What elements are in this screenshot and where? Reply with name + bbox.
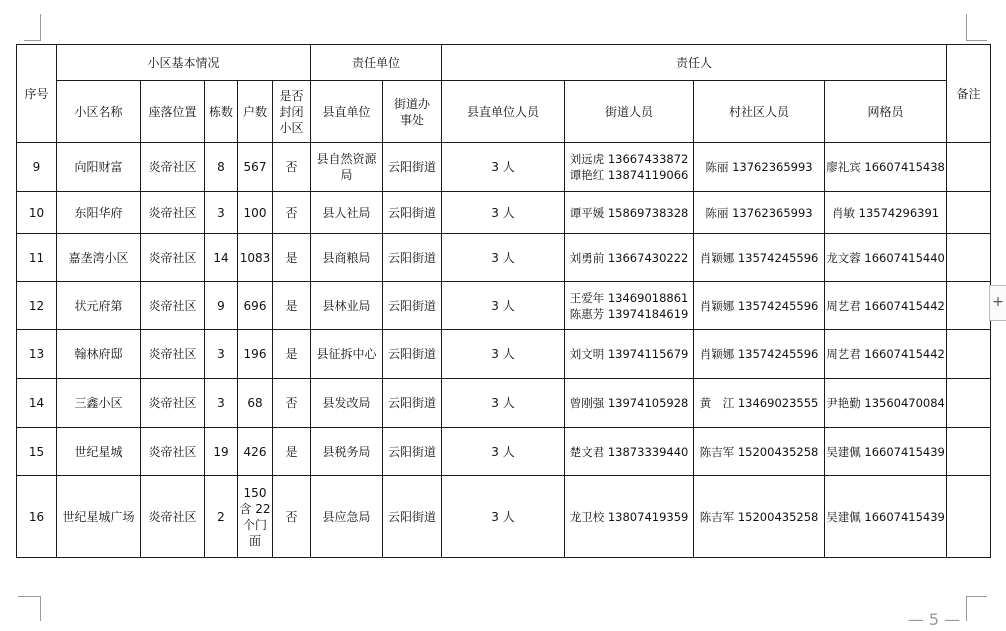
- cell-county-staff: 3 人: [442, 428, 565, 476]
- cell-street-staff: [565, 330, 694, 379]
- cell-street-staff-line: 陈惠芳 13974184619: [569, 306, 689, 321]
- cell-households: [238, 143, 273, 192]
- cell-households-line: 1083: [239, 250, 271, 265]
- cell-name: 世纪星城广场: [57, 476, 141, 558]
- cell-buildings: 14: [205, 234, 238, 282]
- cell-community-staff: 肖颖娜 13574245596: [694, 234, 825, 282]
- cell-households-line: 68: [247, 396, 263, 410]
- cell-remark: [947, 234, 991, 282]
- cell-remark: [947, 330, 991, 379]
- cell-grid-member: 廖礼宾 16607415438: [825, 143, 947, 192]
- cell-closed: 否: [273, 143, 311, 192]
- cell-street-staff: [565, 428, 694, 476]
- header-buildings: 栋数: [205, 81, 238, 143]
- cell-street-staff: [565, 476, 694, 558]
- header-name: 小区名称: [57, 81, 141, 143]
- cell-buildings: 9: [205, 282, 238, 330]
- cell-households-line: 426: [243, 444, 267, 459]
- cell-seq: 10: [17, 192, 57, 234]
- header-closed-line: 封闭: [279, 104, 304, 119]
- header-closed: [273, 81, 311, 143]
- cell-buildings: 3: [205, 379, 238, 428]
- cell-grid-member: 吴建佩 16607415439: [825, 428, 947, 476]
- crop-mark-bottom-left: [18, 596, 41, 621]
- cell-households-line: 含 22: [239, 501, 271, 516]
- cell-remark: [947, 379, 991, 428]
- cell-county-staff: 3 人: [442, 282, 565, 330]
- cell-community-staff: 肖颖娜 13574245596: [694, 330, 825, 379]
- cell-county-unit-line: 县应急局: [322, 509, 371, 524]
- cell-name: 状元府第: [57, 282, 141, 330]
- cell-seq: 12: [17, 282, 57, 330]
- cell-community-staff: 陈吉军 15200435258: [694, 428, 825, 476]
- cell-street-staff-line: 刘文明 13974115679: [569, 347, 689, 361]
- cell-street-office: 云阳街道: [383, 428, 442, 476]
- cell-county-unit-line: 县林业局: [322, 298, 371, 313]
- cell-location: 炎帝社区: [141, 428, 205, 476]
- header-county-unit: 县直单位: [311, 81, 383, 143]
- cell-county-staff: 3 人: [442, 330, 565, 379]
- cell-households-line: 面: [248, 533, 261, 548]
- crop-mark-bottom-right: [966, 596, 987, 621]
- cell-street-staff: [565, 192, 694, 234]
- cell-grid-member: 尹艳勤 13560470084: [825, 379, 947, 428]
- header-closed-line: 是否: [279, 88, 304, 103]
- cell-closed: 是: [273, 234, 311, 282]
- cell-location: 炎帝社区: [141, 234, 205, 282]
- cell-county-unit-line: 县征拆中心: [316, 347, 377, 361]
- header-remark: 备注: [947, 45, 991, 143]
- cell-community-staff: 肖颖娜 13574245596: [694, 282, 825, 330]
- cell-street-office: 云阳街道: [383, 476, 442, 558]
- cell-county-unit: [311, 234, 383, 282]
- header-grid-member: 网格员: [825, 81, 947, 143]
- cell-street-staff: [565, 234, 694, 282]
- cell-remark: [947, 476, 991, 558]
- page-number: — 5 —: [907, 610, 961, 629]
- cell-buildings: 8: [205, 143, 238, 192]
- cell-street-staff-line: 刘远虎 13667433872: [569, 152, 689, 166]
- expand-panel-button[interactable]: +: [989, 285, 1006, 321]
- header-street-office: [383, 81, 442, 143]
- cell-county-unit-line: 局: [340, 168, 353, 182]
- cell-county-staff: 3 人: [442, 379, 565, 428]
- cell-street-office: 云阳街道: [383, 143, 442, 192]
- cell-county-unit: [311, 330, 383, 379]
- cell-seq: 15: [17, 428, 57, 476]
- cell-street-staff-line: 龙卫校 13807419359: [569, 509, 689, 524]
- cell-county-unit: [311, 143, 383, 192]
- header-closed-line: 小区: [279, 120, 304, 135]
- cell-seq: 13: [17, 330, 57, 379]
- cell-grid-member: 吴建佩 16607415439: [825, 476, 947, 558]
- table-row: [17, 282, 991, 330]
- cell-households: [238, 428, 273, 476]
- cell-street-staff-line: 楚文君 13873339440: [569, 444, 689, 459]
- cell-county-unit-line: 县人社局: [322, 205, 371, 220]
- community-responsibility-table: [16, 44, 991, 558]
- header-street-office-line: 街道办: [394, 96, 431, 111]
- header-community-staff: 村社区人员: [694, 81, 825, 143]
- cell-households: [238, 476, 273, 558]
- table-row: [17, 379, 991, 428]
- cell-seq: 9: [17, 143, 57, 192]
- cell-street-staff: [565, 282, 694, 330]
- header-households-line: 户数: [242, 104, 267, 119]
- cell-county-staff: 3 人: [442, 234, 565, 282]
- cell-street-staff: [565, 379, 694, 428]
- cell-households: [238, 192, 273, 234]
- cell-grid-member: 龙文蓉 16607415440: [825, 234, 947, 282]
- cell-county-unit: [311, 428, 383, 476]
- header-group-basic: 小区基本情况: [57, 45, 311, 81]
- cell-street-staff: [565, 143, 694, 192]
- cell-households-line: 个门: [242, 517, 267, 532]
- cell-community-staff: 陈吉军 15200435258: [694, 476, 825, 558]
- crop-mark-top-left: [24, 14, 41, 41]
- cell-street-office: 云阳街道: [383, 234, 442, 282]
- cell-seq: 14: [17, 379, 57, 428]
- cell-closed: 是: [273, 428, 311, 476]
- cell-grid-member: 周艺君 16607415442: [825, 330, 947, 379]
- cell-location: 炎帝社区: [141, 192, 205, 234]
- cell-closed: 否: [273, 476, 311, 558]
- cell-households-line: 696: [243, 298, 267, 313]
- cell-street-staff-line: 谭平媛 15869738328: [569, 205, 689, 220]
- table-row: [17, 428, 991, 476]
- cell-street-staff-line: 刘勇前 13667430222: [569, 250, 689, 265]
- cell-households: [238, 379, 273, 428]
- table-row: [17, 234, 991, 282]
- table-row: [17, 476, 991, 558]
- cell-county-unit: [311, 476, 383, 558]
- table-row: [17, 143, 991, 192]
- cell-community-staff: 黄 江 13469023555: [694, 379, 825, 428]
- cell-community-staff: 陈丽 13762365993: [694, 143, 825, 192]
- cell-street-office: 云阳街道: [383, 282, 442, 330]
- cell-buildings: 19: [205, 428, 238, 476]
- cell-community-staff: 陈丽 13762365993: [694, 192, 825, 234]
- cell-name: 世纪星城: [57, 428, 141, 476]
- header-group-unit: 责任单位: [311, 45, 442, 81]
- cell-county-unit-line: 县商粮局: [322, 250, 371, 265]
- cell-location: 炎帝社区: [141, 282, 205, 330]
- cell-grid-member: 周艺君 16607415442: [825, 282, 947, 330]
- table-row: [17, 192, 991, 234]
- cell-location: 炎帝社区: [141, 476, 205, 558]
- cell-name: 三鑫小区: [57, 379, 141, 428]
- cell-seq: 16: [17, 476, 57, 558]
- cell-buildings: 2: [205, 476, 238, 558]
- cell-county-unit: [311, 192, 383, 234]
- cell-remark: [947, 428, 991, 476]
- cell-seq: 11: [17, 234, 57, 282]
- cell-county-unit: [311, 379, 383, 428]
- cell-closed: 否: [273, 192, 311, 234]
- cell-name: 东阳华府: [57, 192, 141, 234]
- cell-county-unit-line: 县税务局: [322, 444, 371, 459]
- table-row: [17, 330, 991, 379]
- cell-closed: 否: [273, 379, 311, 428]
- cell-street-office: 云阳街道: [383, 192, 442, 234]
- cell-county-staff: 3 人: [442, 192, 565, 234]
- cell-grid-member: 肖敏 13574296391: [825, 192, 947, 234]
- table-header-group-row: [17, 45, 991, 81]
- header-street-office-line: 事处: [400, 112, 425, 127]
- cell-households: [238, 330, 273, 379]
- cell-closed: 是: [273, 330, 311, 379]
- cell-households: [238, 234, 273, 282]
- cell-county-staff: 3 人: [442, 476, 565, 558]
- cell-remark: [947, 192, 991, 234]
- cell-street-staff-line: 王爱年 13469018861: [569, 290, 689, 305]
- header-street-staff: 街道人员: [565, 81, 694, 143]
- cell-households: [238, 282, 273, 330]
- cell-location: 炎帝社区: [141, 143, 205, 192]
- table-header-row: [17, 81, 991, 143]
- cell-street-office: 云阳街道: [383, 379, 442, 428]
- cell-buildings: 3: [205, 192, 238, 234]
- cell-county-unit: [311, 282, 383, 330]
- cell-buildings: 3: [205, 330, 238, 379]
- header-location: 座落位置: [141, 81, 205, 143]
- header-households: [238, 81, 273, 143]
- cell-remark: [947, 282, 991, 330]
- cell-name: 向阳财富: [57, 143, 141, 192]
- cell-remark: [947, 143, 991, 192]
- cell-households-line: 150: [243, 485, 267, 500]
- cell-county-unit-line: 县发改局: [322, 396, 371, 410]
- crop-mark-top-right: [966, 14, 987, 41]
- cell-name: 嘉垄湾小区: [57, 234, 141, 282]
- header-seq: 序号: [17, 45, 57, 143]
- header-group-person: 责任人: [442, 45, 947, 81]
- cell-closed: 是: [273, 282, 311, 330]
- cell-location: 炎帝社区: [141, 330, 205, 379]
- cell-households-line: 100: [243, 205, 267, 220]
- cell-street-staff-line: 曾刚强 13974105928: [569, 396, 689, 410]
- cell-households-line: 567: [243, 160, 267, 174]
- cell-name: 翰林府邸: [57, 330, 141, 379]
- cell-location: 炎帝社区: [141, 379, 205, 428]
- cell-street-office: 云阳街道: [383, 330, 442, 379]
- table-body: [17, 143, 991, 558]
- cell-county-unit-line: 县自然资源: [316, 152, 377, 166]
- header-county-staff: 县直单位人员: [442, 81, 565, 143]
- cell-county-staff: 3 人: [442, 143, 565, 192]
- cell-households-line: 196: [243, 347, 267, 361]
- cell-street-staff-line: 谭艳红 13874119066: [569, 168, 689, 182]
